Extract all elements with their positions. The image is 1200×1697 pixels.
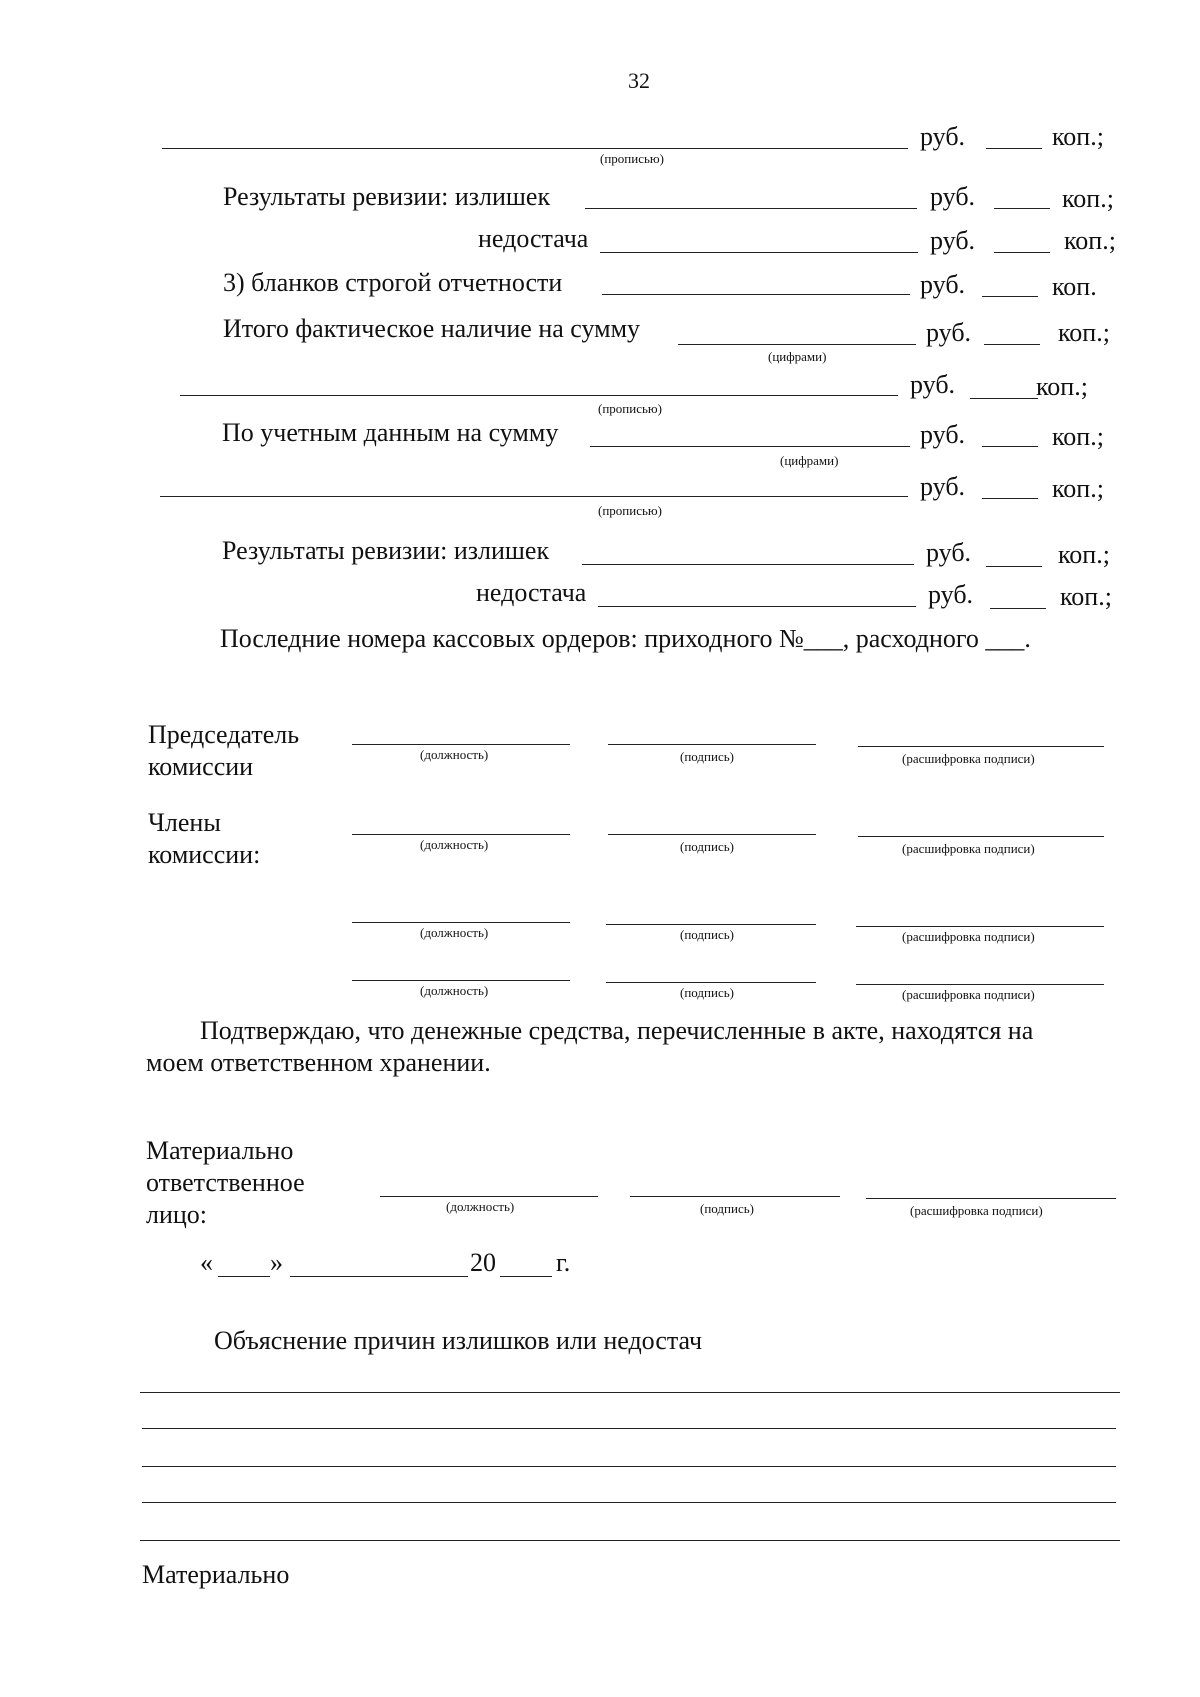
kop-label: коп.; xyxy=(1058,540,1110,569)
caption-rasshifrovka: (расшифровка подписи) xyxy=(902,929,1035,944)
revision-surplus-label-2: Результаты ревизии: излишек xyxy=(222,536,550,565)
date-open-quote: « xyxy=(200,1248,213,1277)
explanation-line-4[interactable] xyxy=(142,1502,1116,1503)
kop-label: коп.; xyxy=(1036,372,1088,401)
date-month-blank[interactable] xyxy=(290,1276,468,1277)
member2-decode-line[interactable] xyxy=(856,926,1104,927)
actual-total-label: Итого фактическое наличие на сумму xyxy=(223,314,641,343)
kop-label: коп.; xyxy=(1060,582,1112,611)
shortage-label: недостача xyxy=(478,224,589,253)
caption-podpis: (подпись) xyxy=(680,839,734,854)
kop-blank[interactable] xyxy=(994,252,1050,253)
caption-rasshifrovka: (расшифровка подписи) xyxy=(910,1203,1043,1218)
responsible-position-line[interactable] xyxy=(380,1196,598,1197)
rub-label: руб. xyxy=(926,318,972,347)
kop-label: коп. xyxy=(1052,272,1097,301)
kop-label: коп.; xyxy=(1052,474,1104,503)
kop-blank[interactable] xyxy=(990,608,1046,609)
caption-propisyu: (прописью) xyxy=(598,503,662,518)
date-year-blank[interactable] xyxy=(500,1276,552,1277)
member1-decode-line[interactable] xyxy=(858,836,1104,837)
member3-decode-line[interactable] xyxy=(856,984,1104,985)
strict-forms-label: 3) бланков строгой отчетности xyxy=(223,268,563,297)
date-day-blank[interactable] xyxy=(218,1276,270,1277)
strict-forms-amount-line[interactable] xyxy=(602,294,910,295)
date-close-quote: » xyxy=(270,1248,283,1277)
date-year-suffix: г. xyxy=(556,1248,571,1277)
caption-propisyu: (прописью) xyxy=(600,151,664,166)
accounting-total-words-line[interactable] xyxy=(160,496,908,497)
caption-podpis: (подпись) xyxy=(680,985,734,1000)
caption-rasshifrovka: (расшифровка подписи) xyxy=(902,751,1035,766)
surplus-amount-line-2[interactable] xyxy=(582,564,914,565)
kop-blank[interactable] xyxy=(982,446,1038,447)
explanation-line-5[interactable] xyxy=(140,1540,1120,1541)
kop-blank[interactable] xyxy=(984,344,1040,345)
rub-label: руб. xyxy=(926,538,972,567)
caption-dolzhnost: (должность) xyxy=(420,747,489,762)
actual-total-words-line[interactable] xyxy=(180,395,898,396)
kop-blank[interactable] xyxy=(994,208,1050,209)
page-number: 32 xyxy=(628,68,650,93)
caption-dolzhnost: (должность) xyxy=(446,1199,515,1214)
explanation-line-3[interactable] xyxy=(142,1466,1116,1467)
kop-label: коп.; xyxy=(1062,184,1114,213)
caption-dolzhnost: (должность) xyxy=(420,925,489,940)
responsible-label-line3: лицо: xyxy=(146,1200,208,1229)
shortage-amount-line[interactable] xyxy=(600,252,918,253)
last-orders-line: Последние номера кассовых ордеров: приходного №___, расходного ___. xyxy=(220,624,1031,653)
footer-responsible-label: Материально xyxy=(142,1560,290,1589)
members-label-line2: комиссии: xyxy=(148,840,261,869)
caption-dolzhnost: (должность) xyxy=(420,837,489,852)
chair-decode-line[interactable] xyxy=(858,746,1104,747)
chair-label-line2: комиссии xyxy=(148,752,254,781)
rub-label: руб. xyxy=(928,580,974,609)
kop-label: коп.; xyxy=(1052,122,1104,151)
accounting-total-digits-line[interactable] xyxy=(590,446,910,447)
confirm-text-line1: Подтверждаю, что денежные средства, перечисленные в акте, находятся на xyxy=(200,1016,1034,1045)
rub-label: руб. xyxy=(930,226,976,255)
kop-label: коп.; xyxy=(1052,422,1104,451)
responsible-decode-line[interactable] xyxy=(866,1198,1116,1199)
responsible-label-line1: Материально xyxy=(146,1136,294,1165)
caption-propisyu: (прописью) xyxy=(598,401,662,416)
amount-words-line[interactable] xyxy=(162,148,908,149)
member3-position-line[interactable] xyxy=(352,980,570,981)
member1-position-line[interactable] xyxy=(352,834,570,835)
surplus-amount-line[interactable] xyxy=(585,208,917,209)
actual-total-digits-line[interactable] xyxy=(678,344,916,345)
caption-tsiframi: (цифрами) xyxy=(768,349,827,364)
responsible-label-line2: ответственное xyxy=(146,1168,305,1197)
rub-label: руб. xyxy=(930,182,976,211)
caption-rasshifrovka: (расшифровка подписи) xyxy=(902,841,1035,856)
explanation-line-2[interactable] xyxy=(142,1428,1116,1429)
explanation-title: Объяснение причин излишков или недостач xyxy=(214,1326,703,1355)
rub-label: руб. xyxy=(920,472,966,501)
member2-position-line[interactable] xyxy=(352,922,570,923)
kop-blank[interactable] xyxy=(986,566,1042,567)
kop-blank[interactable] xyxy=(970,398,1038,399)
caption-podpis: (подпись) xyxy=(680,749,734,764)
kop-label: коп.; xyxy=(1058,318,1110,347)
caption-tsiframi: (цифрами) xyxy=(780,453,839,468)
shortage-amount-line-2[interactable] xyxy=(598,606,916,607)
member1-signature-line[interactable] xyxy=(608,834,816,835)
responsible-signature-line[interactable] xyxy=(630,1196,840,1197)
caption-rasshifrovka: (расшифровка подписи) xyxy=(902,987,1035,1002)
kop-blank[interactable] xyxy=(986,148,1042,149)
chair-label-line1: Председатель xyxy=(148,720,300,749)
rub-label: руб. xyxy=(920,420,966,449)
rub-label: руб. xyxy=(920,122,966,151)
members-label-line1: Члены xyxy=(148,808,221,837)
kop-label: коп.; xyxy=(1064,226,1116,255)
chair-signature-line[interactable] xyxy=(608,744,816,745)
kop-blank[interactable] xyxy=(982,498,1038,499)
date-year-prefix: 20 xyxy=(470,1248,496,1277)
rub-label: руб. xyxy=(910,370,956,399)
chair-position-line[interactable] xyxy=(352,744,570,745)
caption-dolzhnost: (должность) xyxy=(420,983,489,998)
caption-podpis: (подпись) xyxy=(700,1201,754,1216)
kop-blank[interactable] xyxy=(982,296,1038,297)
member3-signature-line[interactable] xyxy=(606,982,816,983)
member2-signature-line[interactable] xyxy=(606,924,816,925)
explanation-line-1[interactable] xyxy=(140,1392,1120,1393)
revision-surplus-label: Результаты ревизии: излишек xyxy=(223,182,551,211)
rub-label: руб. xyxy=(920,270,966,299)
accounting-total-label: По учетным данным на сумму xyxy=(222,418,559,447)
caption-podpis: (подпись) xyxy=(680,927,734,942)
confirm-text-line2: моем ответственном хранении. xyxy=(146,1048,491,1077)
shortage-label-2: недостача xyxy=(476,578,587,607)
